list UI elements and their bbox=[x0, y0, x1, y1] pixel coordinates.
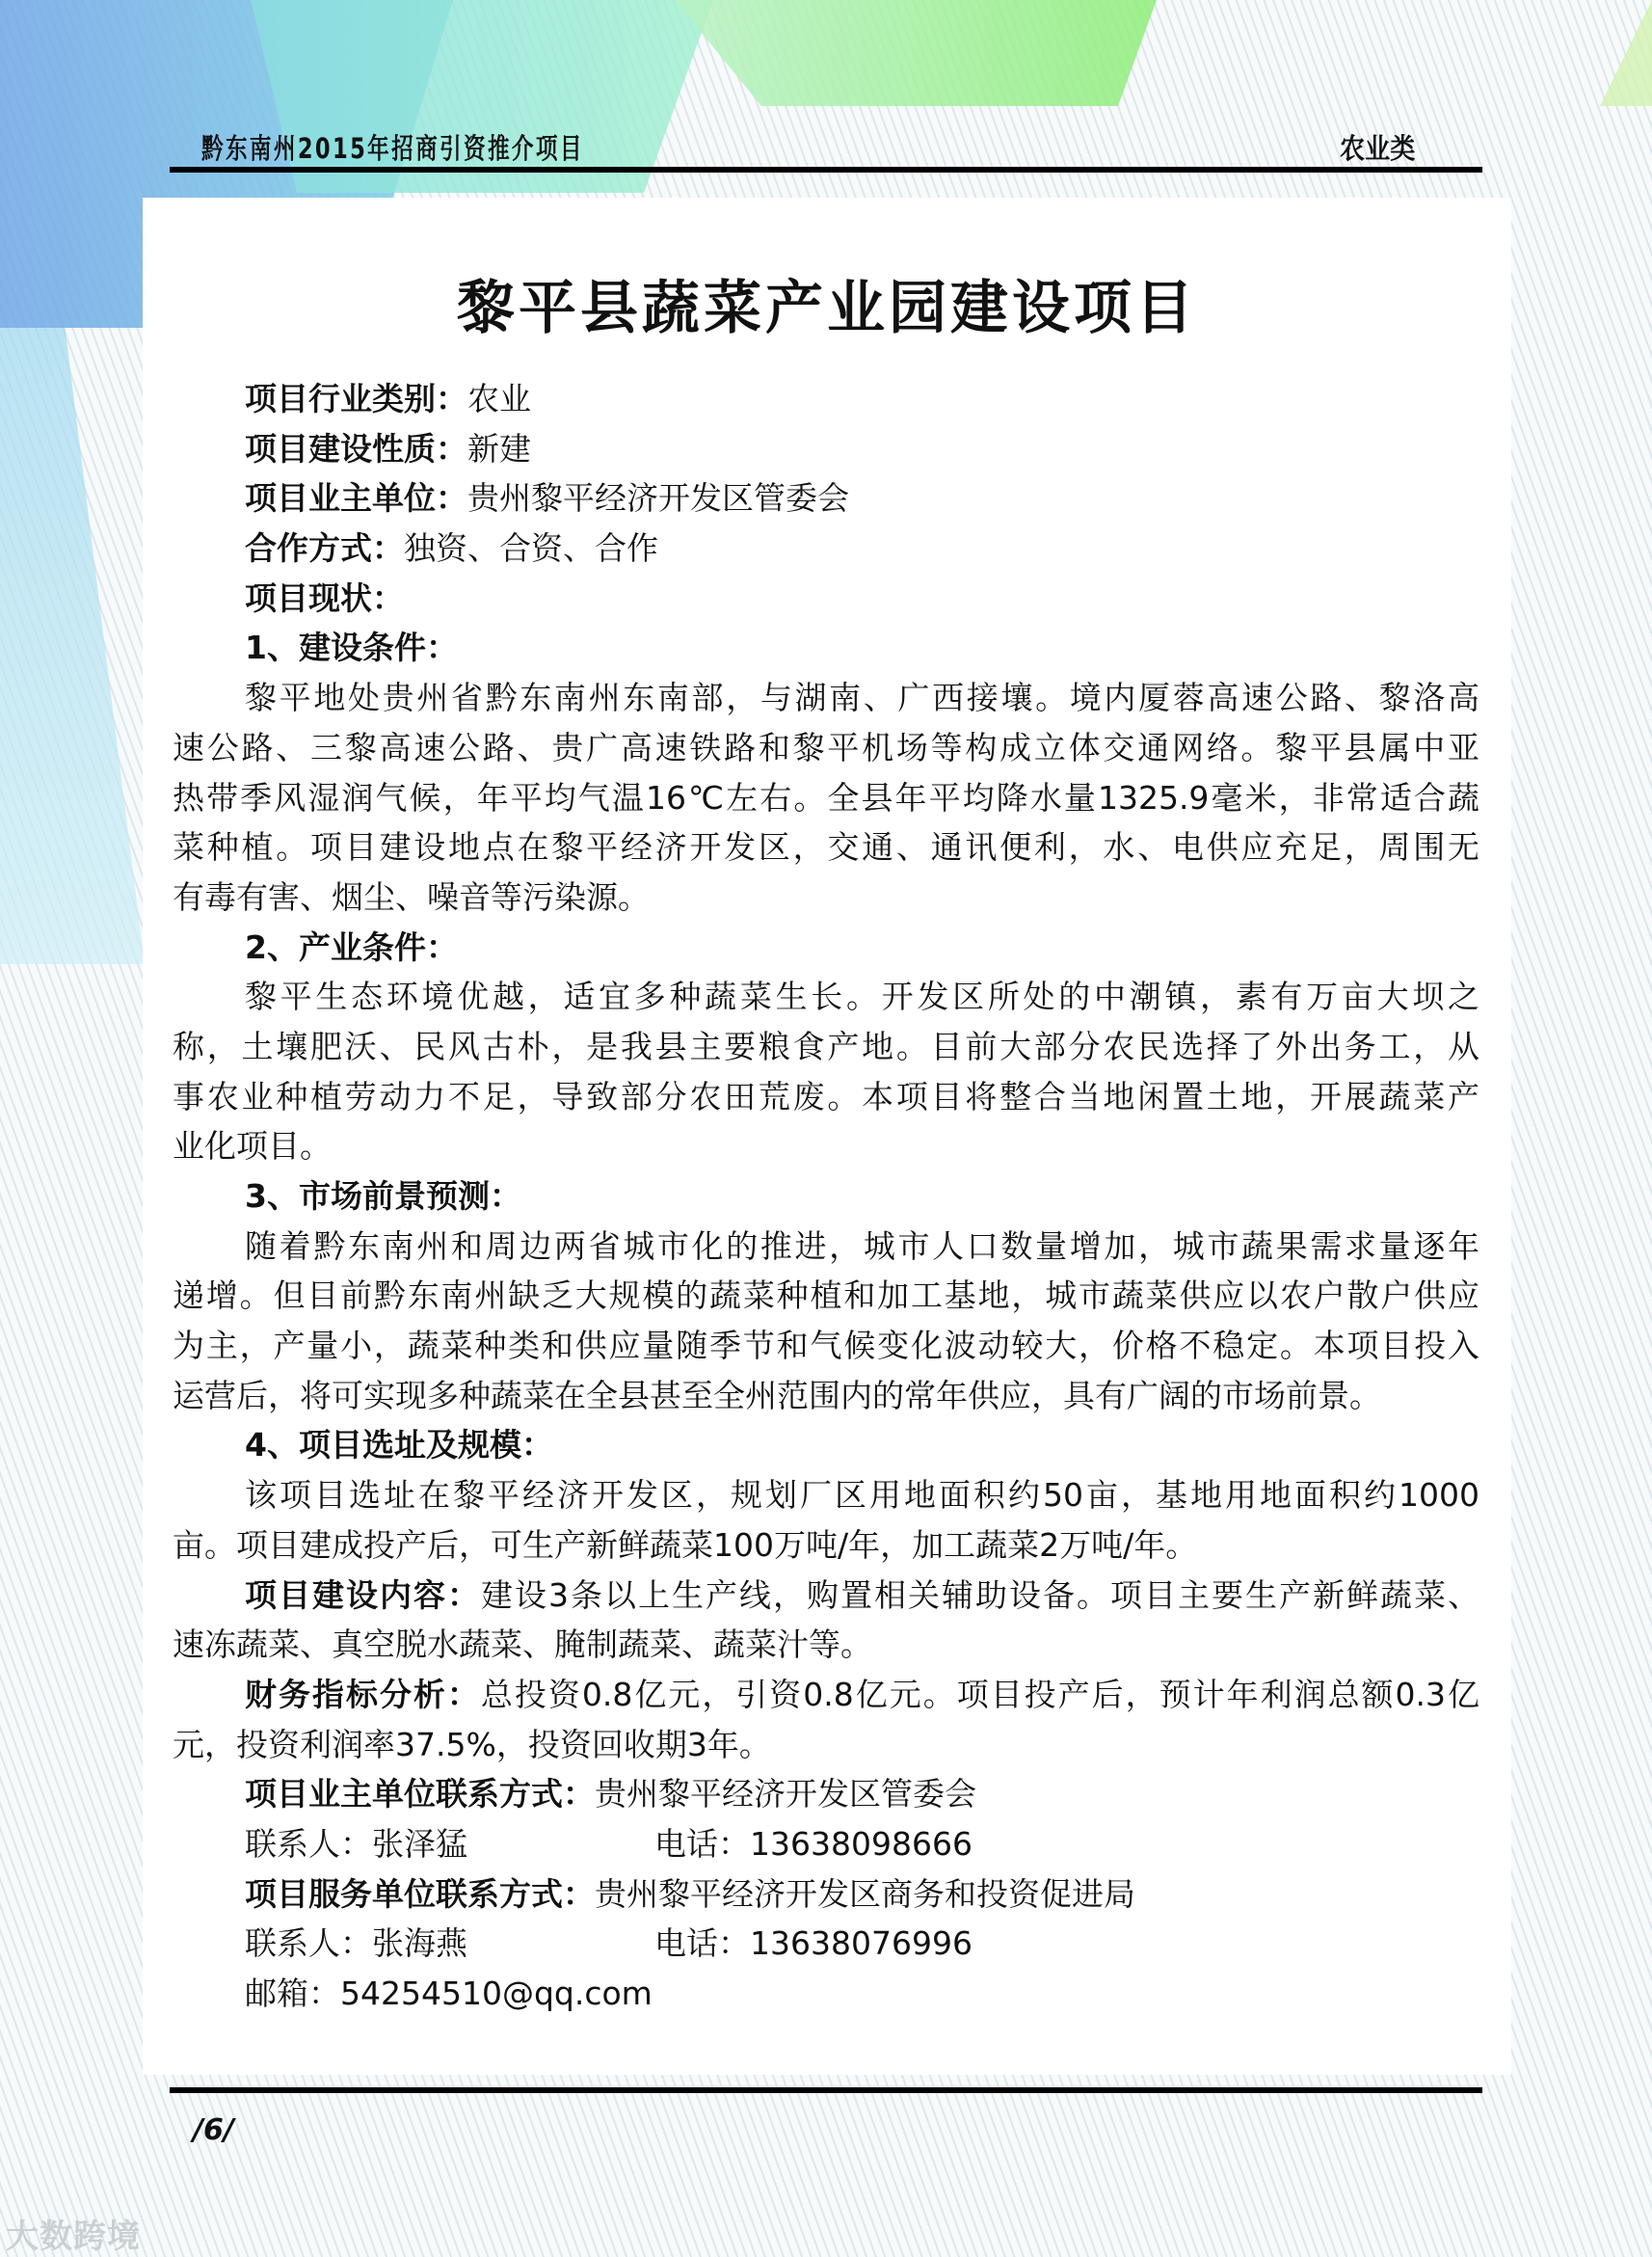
header-rule bbox=[170, 167, 1482, 173]
header-decoration bbox=[1600, 0, 1652, 106]
paragraph-line: 黎平地处贵州省黔东南州东南部，与湖南、广西接壤。境内厦蓉高速公路、黎洛高 bbox=[245, 679, 1479, 717]
field-value: 农业 bbox=[467, 380, 531, 417]
paragraph-line: 称，土壤肥沃、民风古朴，是我县主要粮食产地。目前大部分农民选择了外出务工，从 bbox=[173, 1027, 1479, 1065]
section-heading: 2、产业条件： bbox=[245, 927, 458, 966]
section-heading: 3、市场前景预测： bbox=[245, 1177, 521, 1215]
section-heading: 1、建设条件： bbox=[245, 629, 458, 667]
paragraph-line: 菜种植。项目建设地点在黎平经济开发区，交通、通讯便利，水、电供应充足，周围无 bbox=[173, 828, 1479, 867]
contact-person: 联系人：张海燕 bbox=[245, 1924, 467, 1963]
contact-phone: 电话：13638076996 bbox=[654, 1924, 973, 1963]
finance-label: 财务指标分析： bbox=[245, 1675, 481, 1713]
owner-contact-label: 项目业主单位联系方式： bbox=[245, 1775, 595, 1814]
running-header-category: 农业类 bbox=[1340, 132, 1416, 165]
field-label: 项目建设性质： bbox=[245, 429, 467, 468]
paragraph-line: 速冻蔬菜、真空脱水蔬菜、腌制蔬菜、蔬菜汁等。 bbox=[173, 1626, 872, 1664]
footer-rule bbox=[170, 2087, 1482, 2093]
finance-analysis bbox=[173, 1670, 1479, 1720]
paragraph-line: 事农业种植劳动力不足，导致部分农田荒废。本项目将整合当地闲置土地，开展蔬菜产 bbox=[173, 1077, 1479, 1115]
construction-content bbox=[173, 1571, 1479, 1621]
page-number: /6/ bbox=[193, 2113, 234, 2147]
finance-text: 总投资0.8亿元，引资0.8亿元。项目投产后，预计年利润总额0.3亿 bbox=[480, 1675, 1480, 1713]
paragraph-line: 亩。项目建成投产后，可生产新鲜蔬菜100万吨/年，加工蔬菜2万吨/年。 bbox=[173, 1525, 1198, 1564]
owner-contact bbox=[173, 1769, 1479, 1819]
field-value: 独资、合资、合作 bbox=[404, 529, 658, 568]
service-contact-label: 项目服务单位联系方式： bbox=[245, 1874, 595, 1913]
service-contact-org: 贵州黎平经济开发区商务和投资促进局 bbox=[595, 1874, 1135, 1913]
side-decoration bbox=[0, 328, 145, 964]
document-body bbox=[173, 374, 1479, 2019]
paragraph-line: 热带季风湿润气候，年平均气温16℃左右。全县年平均降水量1325.9毫米，非常适合蔬 bbox=[173, 778, 1479, 817]
owner-contact-details bbox=[173, 1819, 1479, 1869]
service-contact bbox=[173, 1869, 1479, 1920]
section-heading: 4、项目选址及规模： bbox=[245, 1426, 553, 1464]
field-value: 新建 bbox=[467, 429, 531, 468]
paragraph-line: 运营后，将可实现多种蔬菜在全县甚至全州范围内的常年供应，具有广阔的市场前景。 bbox=[173, 1376, 1381, 1414]
paragraph-line: 随着黔东南州和周边两省城市化的推进，城市人口数量增加，城市蔬果需求量逐年 bbox=[245, 1226, 1479, 1265]
header-decoration bbox=[675, 0, 1157, 106]
status-heading: 项目现状： bbox=[245, 578, 404, 617]
paragraph-line: 该项目选址在黎平经济开发区，规划厂区用地面积约50亩，基地用地面积约1000 bbox=[245, 1476, 1479, 1515]
field-nature bbox=[173, 424, 1479, 474]
running-header-title: 黔东南州2015年招商引资推介项目 bbox=[201, 132, 584, 165]
field-label: 项目业主单位： bbox=[245, 479, 467, 518]
paragraph-line: 业化项目。 bbox=[173, 1127, 332, 1166]
paragraph-line: 为主，产量小，蔬菜种类和供应量随季节和气候变化波动较大，价格不稳定。本项目投入 bbox=[173, 1327, 1479, 1365]
field-owner bbox=[173, 473, 1479, 524]
field-industry bbox=[173, 374, 1479, 424]
watermark-logo: 大数跨境 bbox=[6, 2217, 141, 2256]
paragraph-line: 元，投资利润率37.5%，投资回收期3年。 bbox=[173, 1725, 771, 1763]
field-label: 合作方式： bbox=[245, 529, 404, 568]
service-contact-details bbox=[173, 1919, 1479, 1969]
contact-email: 邮箱：54254510@qq.com bbox=[245, 1975, 653, 2012]
paragraph-line: 递增。但目前黔东南州缺乏大规模的蔬菜种植和加工基地，城市蔬菜供应以农户散户供应 bbox=[173, 1276, 1479, 1315]
paragraph-line: 有毒有害、烟尘、噪音等污染源。 bbox=[173, 877, 650, 916]
field-value: 贵州黎平经济开发区管委会 bbox=[467, 479, 849, 518]
contact-phone: 电话：13638098666 bbox=[654, 1824, 973, 1863]
field-cooperation bbox=[173, 524, 1479, 574]
page-title: 黎平县蔬菜产业园建设项目 bbox=[457, 275, 1197, 342]
construction-label: 项目建设内容： bbox=[245, 1575, 481, 1614]
owner-contact-org: 贵州黎平经济开发区管委会 bbox=[595, 1775, 976, 1814]
paragraph-line: 速公路、三黎高速公路、贵广高速铁路和黎平机场等构成立体交通网络。黎平县属中亚 bbox=[173, 728, 1479, 766]
contact-person: 联系人：张泽猛 bbox=[245, 1824, 467, 1863]
paragraph-line: 黎平生态环境优越，适宜多种蔬菜生长。开发区所处的中潮镇，素有万亩大坝之 bbox=[245, 978, 1479, 1016]
construction-text: 建设3条以上生产线，购置相关辅助设备。项目主要生产新鲜蔬菜、 bbox=[481, 1575, 1479, 1614]
field-label: 项目行业类别： bbox=[245, 380, 467, 417]
